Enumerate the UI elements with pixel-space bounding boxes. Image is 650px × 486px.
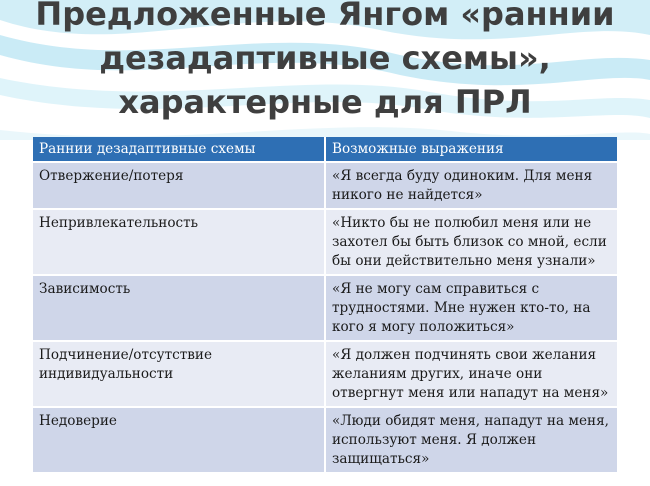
expression-cell: «Я должен подчинять свои желания желаниям других, иначе они отвергнут меня или нападут на меня» — [325, 341, 617, 407]
column-header-schemas: Раннии дезадаптивные схемы — [33, 137, 325, 162]
table-row — [33, 162, 617, 209]
schemes-table — [33, 137, 617, 472]
title-line-1: Предложенные Янгом «раннии — [35, 0, 615, 33]
table-header-row — [33, 137, 617, 162]
expression-cell: «Я не могу сам справиться с трудностями. Мне нужен кто-то, на кого я могу положиться» — [325, 275, 617, 341]
expression-cell: «Люди обидят меня, нападут на меня, используют меня. Я должен защищаться» — [325, 407, 617, 472]
expression-cell: «Никто бы не полюбил меня или не захотел бы быть близок со мной, если бы они действительно меня узнали» — [325, 209, 617, 275]
schema-cell: Непривлекательность — [33, 209, 325, 275]
schema-cell: Подчинение/отсутствие индивидуальности — [33, 341, 325, 407]
slide-title — [0, 0, 650, 124]
title-line-3: характерные для ПРЛ — [118, 83, 532, 121]
expression-cell: «Я всегда буду одиноким. Для меня никого не найдется» — [325, 162, 617, 209]
schema-cell: Недоверие — [33, 407, 325, 472]
table-row — [33, 209, 617, 275]
table-row — [33, 275, 617, 341]
table-row — [33, 407, 617, 472]
title-line-2: дезадаптивные схемы», — [99, 39, 551, 77]
column-header-expressions: Возможные выражения — [325, 137, 617, 162]
table-row — [33, 341, 617, 407]
schema-cell: Отвержение/потеря — [33, 162, 325, 209]
schema-cell: Зависимость — [33, 275, 325, 341]
